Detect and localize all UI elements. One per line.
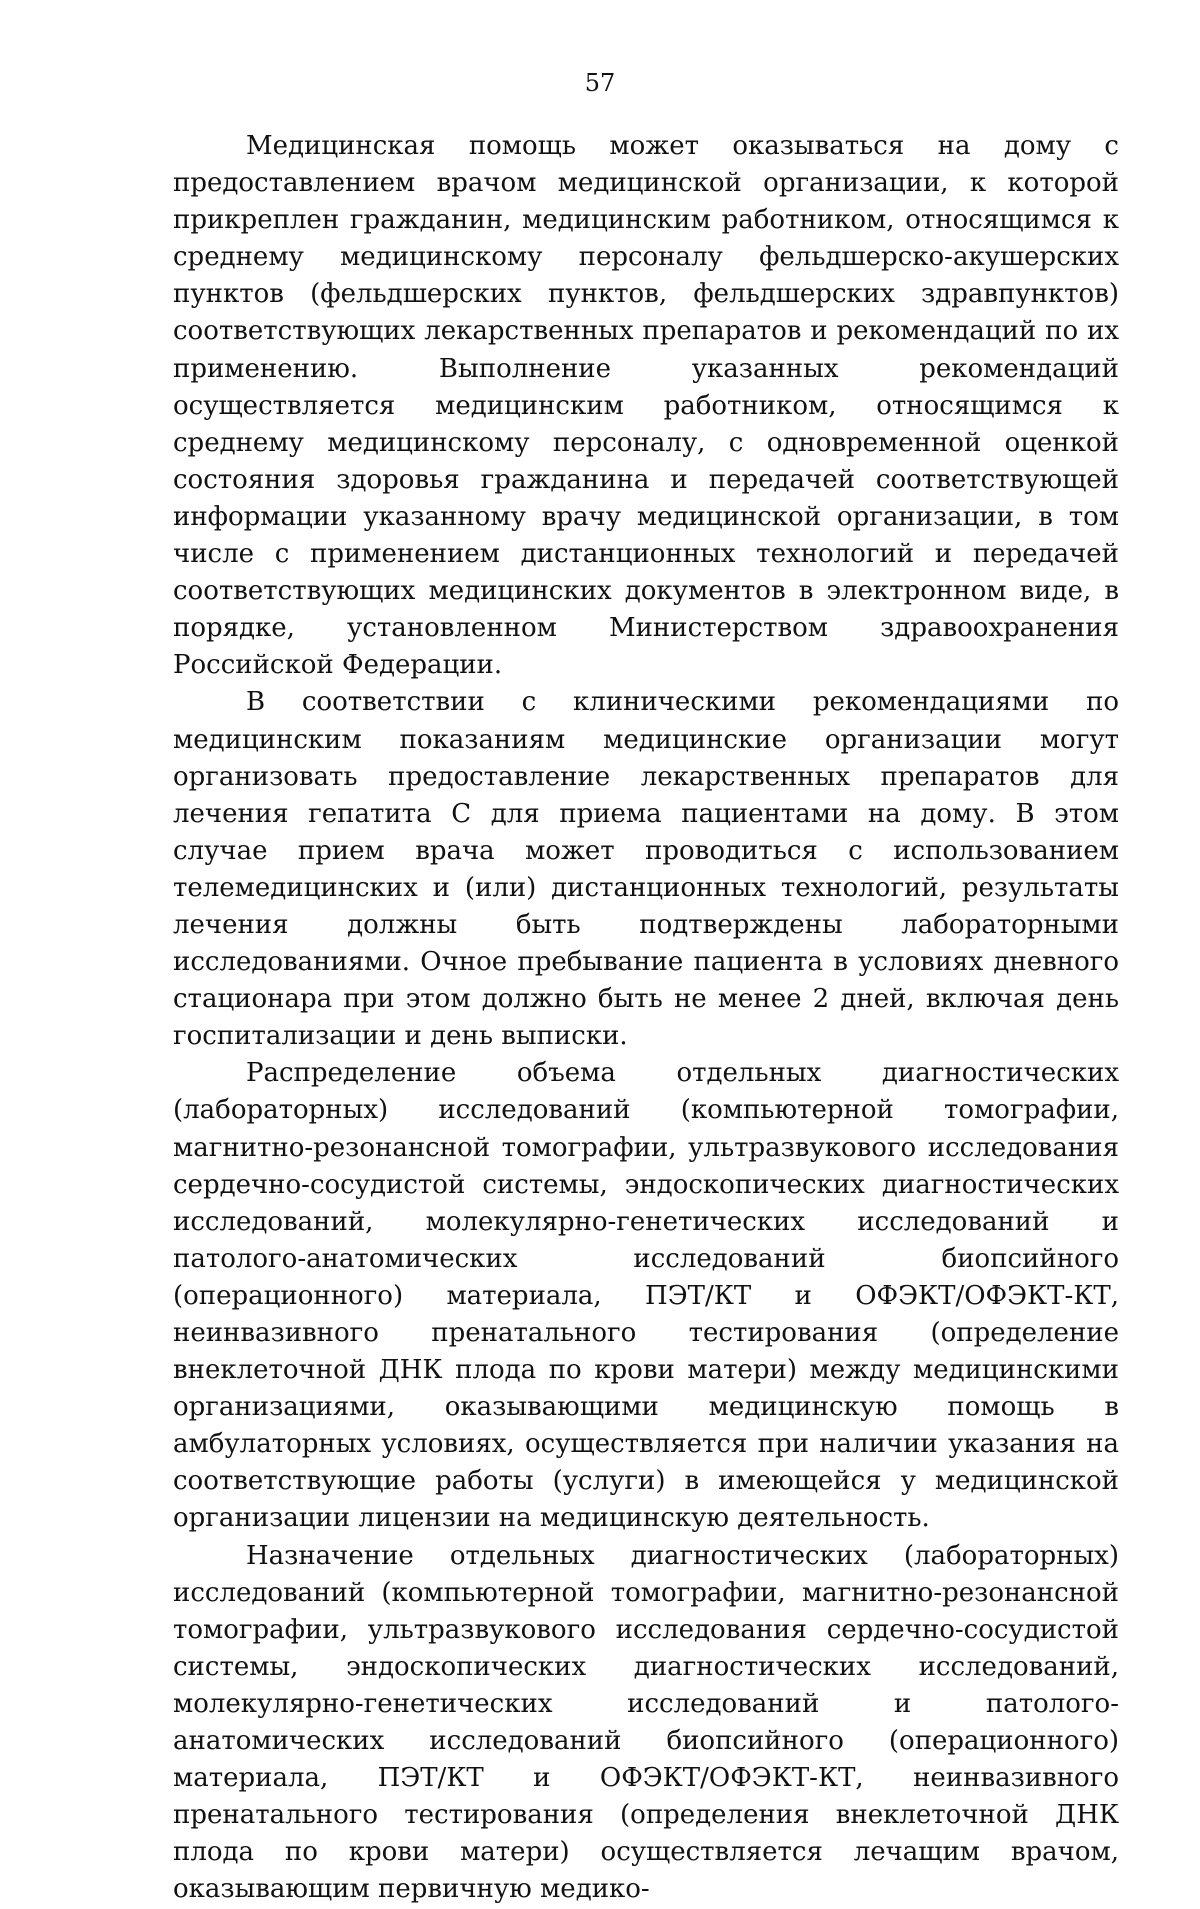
paragraph-distribution-of-diagnostics: Распределение объема отдельных диагностических (лабораторных) исследований (компьютерной томографии, магнитно-резонансной томографии, ультразвукового исследования сердечно-сосудистой системы, эндоскопических диагностических исследований, молекулярно-генетических исследований и патолого-анатомических исследований биопсийного (операционного) материала, ПЭТ/КТ и ОФЭКТ/ОФЭКТ-КТ, неинвазивного пренатального тестирования (определение внеклеточной ДНК плода по крови матери) между медицинскими организациями, оказывающими медицинскую помощь в амбулаторных условиях, осуществляется при наличии указания на соответствующие работы (услуги) в имеющейся у медицинской организации лицензии на медицинскую деятельность. bbox=[173, 1058, 1119, 1534]
page-number: 57 bbox=[584, 69, 616, 97]
document-body bbox=[173, 128, 1119, 1909]
paragraph-home-care: Медицинская помощь может оказываться на дому с предоставлением врачом медицинской организации, к которой прикреплен гражданин, медицинским работником, относящимся к среднему медицинскому персоналу фельдшерско-акушерских пунктов (фельдшерских пунктов, фельдшерских здравпунктов) соответствующих лекарственных препаратов и рекомендаций по их применению. Выполнение указанных рекомендаций осуществляется медицинским работником, относящимся к среднему медицинскому персоналу, с одновременной оценкой состояния здоровья гражданина и передачей соответствующей информации указанному врачу медицинской организации, в том числе с применением дистанционных технологий и передачей соответствующих медицинских документов в электронном виде, в порядке, установленном Министерством здравоохранения Российской Федерации. bbox=[173, 131, 1119, 681]
paragraph-hepatitis-c: В соответствии с клиническими рекомендациями по медицинским показаниям медицинские организации могут организовать предоставление лекарственных препаратов для лечения гепатита С для приема пациентами на дому. В этом случае прием врача может проводиться с использованием телемедицинских и (или) дистанционных технологий, результаты лечения должны быть подтверждены лабораторными исследованиями. Очное пребывание пациента в условиях дневного стационара при этом должно быть не менее 2 дней, включая день госпитализации и день выписки. bbox=[173, 687, 1119, 1052]
paragraph-appointment-of-diagnostics: Назначение отдельных диагностических (лабораторных) исследований (компьютерной томографии, магнитно-резонансной томографии, ультразвукового исследования сердечно-сосудистой системы, эндоскопических диагностических исследований, молекулярно-генетических исследований и патолого-анатомических исследований биопсийного (операционного) материала, ПЭТ/КТ и ОФЭКТ/ОФЭКТ-КТ, неинвазивного пренатального тестирования (определения внеклеточной ДНК плода по крови матери) осуществляется лечащим врачом, оказывающим первичную медико- bbox=[173, 1540, 1119, 1905]
